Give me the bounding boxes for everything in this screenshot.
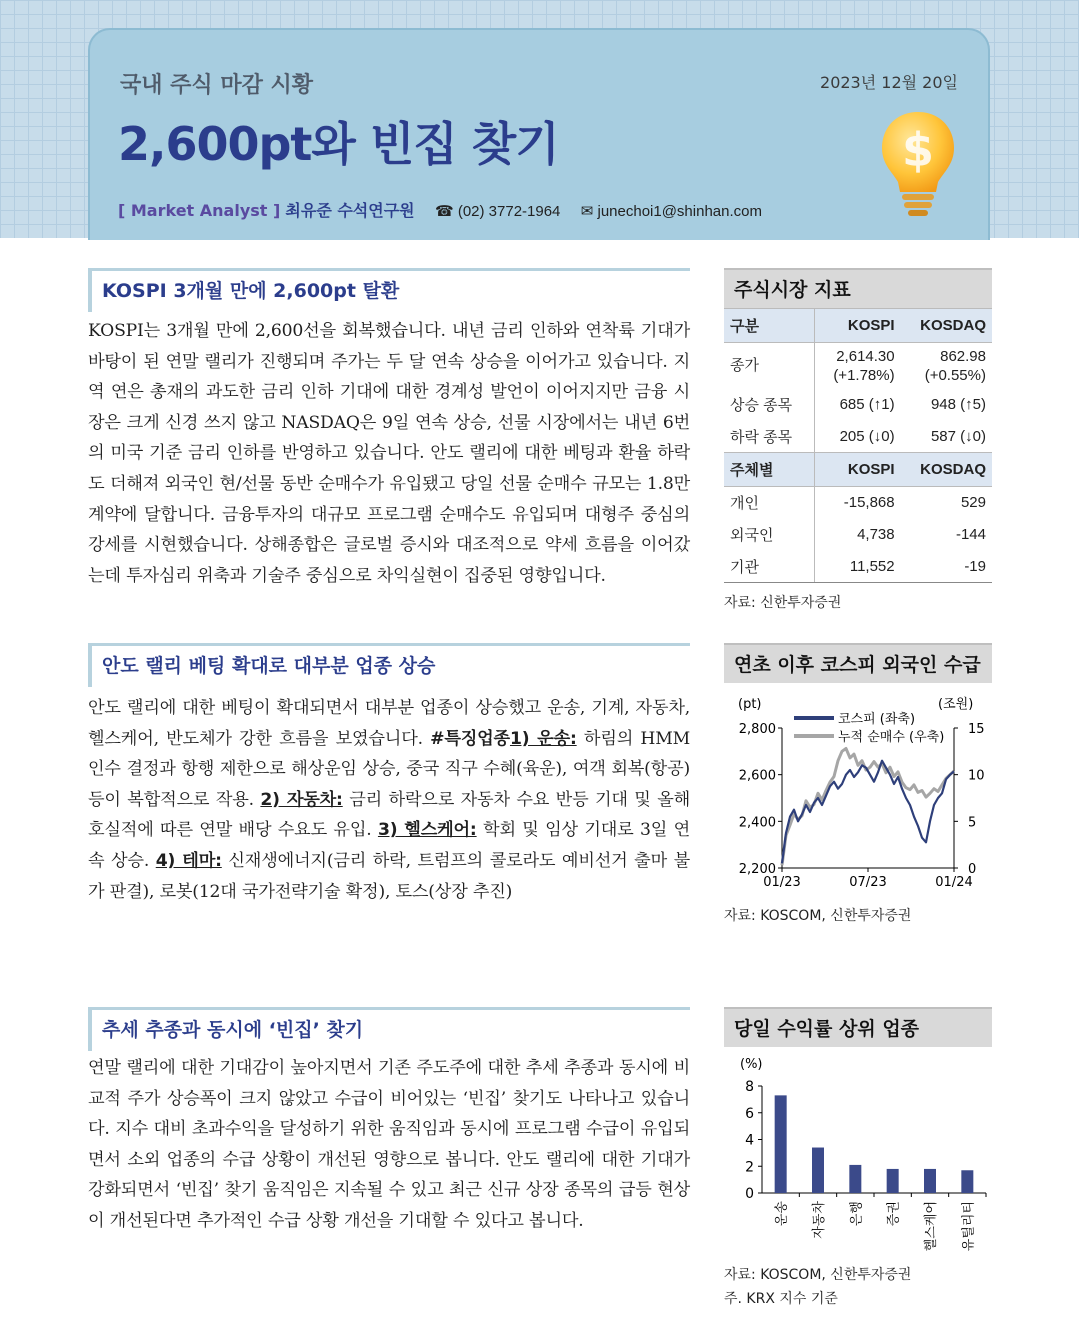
y-tick-label-right: 0 — [968, 862, 977, 877]
category-label: 은행 — [849, 1201, 865, 1227]
table-cell: 205 (↓0) — [839, 427, 895, 445]
y-tick-label: 4 — [745, 1132, 754, 1149]
section-body-sectors — [88, 693, 690, 907]
y-tick-label-left: 2,400 — [738, 815, 776, 831]
y-tick-label-right: 10 — [968, 768, 985, 784]
svg-text:$: $ — [901, 123, 935, 177]
table-cell: -144 — [955, 526, 986, 543]
y-tick-label-left: 2,600 — [738, 768, 776, 784]
table-cell: 948 (↑5) — [930, 396, 986, 413]
table-cell: 587 (↓0) — [930, 427, 986, 445]
bar — [924, 1169, 936, 1193]
category-label: 자동차 — [812, 1201, 827, 1239]
table-header-cell: KOSDAQ — [901, 453, 992, 487]
sector-text: 하림의 HMM 인수 결정과 항행 제한으로 해상운임 상승, 중국 직구 수혜(육운), 여객 회복(항공) 등이 복합적으로 작용. — [88, 728, 690, 810]
analyst-phone: ☎ (02) 3772-1964 — [434, 203, 561, 220]
table-header-row — [724, 453, 992, 487]
y-axis-label-right: (조원) — [938, 697, 974, 712]
bar-chart-note: 주. KRX 지수 기준 — [724, 1291, 838, 1307]
bar — [775, 1095, 787, 1193]
sector-text: 신재생에너지(금리 하락, 트럼프의 콜로라도 예비선거 출마 불가 판결), 로봇(12대 국가전략기술 확정), 토스(상장 추진) — [88, 850, 691, 902]
x-tick-label: 07/23 — [849, 875, 887, 890]
legend-label: 누적 순매수 (우축) — [838, 730, 945, 745]
report-date: 2023년 12월 20일 — [820, 73, 958, 92]
table-row — [724, 519, 992, 551]
x-tick-label: 01/23 — [763, 875, 801, 890]
table-header-cell: 구분 — [724, 309, 814, 343]
table-cell: -15,868 — [843, 494, 895, 512]
report-category: 국내 주식 마감 시황 — [120, 73, 313, 98]
y-tick-label-right: 15 — [968, 722, 985, 737]
analyst-email[interactable]: ✉ junechoi1@shinhan.com — [580, 203, 762, 220]
top-sector-return-bar-chart — [724, 1050, 992, 1260]
row-label: 외국인 — [724, 519, 814, 551]
row-label: 기관 — [724, 551, 814, 583]
table-cell: 529 — [960, 494, 986, 512]
analyst-role: [ Market Analyst ] — [118, 201, 281, 220]
line-chart-source: 자료: KOSCOM, 신한투자증권 — [724, 908, 912, 924]
y-axis-label: (%) — [740, 1057, 763, 1072]
table-row — [724, 487, 992, 519]
y-tick-label: 6 — [745, 1105, 754, 1122]
analyst-info — [118, 198, 762, 221]
y-tick-label: 0 — [745, 1186, 754, 1202]
sector-text: 금리 하락으로 자동차 수요 반등 기대 및 올해 호실적에 따른 연말 배당 수요도 유입. — [88, 789, 690, 841]
bar-chart-title: 당일 수익률 상위 업종 — [724, 1007, 992, 1047]
row-label: 개인 — [724, 487, 814, 519]
x-tick-label: 01/24 — [935, 875, 973, 890]
table-source: 자료: 신한투자증권 — [724, 595, 842, 611]
header-card — [88, 28, 990, 240]
bar — [887, 1169, 899, 1193]
table-header-cell: KOSPI — [814, 309, 901, 343]
foreign-flow-line-chart — [724, 688, 992, 900]
sector-text: 학회 및 임상 기대로 3일 연속 상승. — [88, 820, 690, 871]
table-header-cell: KOSPI — [814, 453, 901, 487]
kospi-close-cell: 2,614.30 (+1.78%) — [833, 347, 895, 384]
sector-label: 2) 자동차: — [260, 789, 343, 810]
section-body-empty-house: 연말 랠리에 대한 기대감이 높아지면서 기존 주도주에 대한 추세 추종과 동시에 비교적 주가 상승폭이 크지 않았고 수급이 비어있는 ‘빈집’ 찾기도 나타나고 있습니다. 지수 대비 초과수익을 달성하기 위한 움직임과 동시에 프로그램 수급이 유입되면서 소외 업종의 수급 상황이 개선된 영향으로 봅니다. 안도 랠리에 대한 기대가 강화되면서 ‘빈집’ 찾기 움직임은 지속될 수 있고 최근 신규 상장 종목의 급등 현상이 개선된다면 추가적인 수급 상황 개선을 기대할 수 있다고 봅니다. — [88, 1058, 690, 1231]
row-label: 하락 종목 — [724, 421, 814, 453]
y-tick-label-left: 2,200 — [738, 862, 776, 877]
table-cell: -19 — [901, 551, 992, 583]
table-row — [724, 551, 992, 583]
row-label: 상승 종목 — [724, 389, 814, 421]
table-row — [724, 343, 992, 389]
y-tick-label: 8 — [745, 1079, 754, 1095]
analyst-name: 최유준 수석연구원 — [285, 201, 415, 220]
category-label: 증권 — [886, 1201, 902, 1227]
table-row — [724, 421, 992, 453]
table-cell: 4,738 — [857, 526, 895, 543]
category-label: 헬스케어 — [924, 1201, 939, 1252]
category-label: 유틸리티 — [961, 1201, 977, 1252]
section-heading-sectors: 안도 랠리 베팅 확대로 대부분 업종 상승 — [88, 643, 690, 687]
y-tick-label-right: 5 — [968, 815, 977, 831]
kospi-series-line — [782, 761, 954, 864]
y-tick-label: 2 — [745, 1159, 754, 1176]
sector-label: 1) 운송: — [509, 728, 577, 749]
market-indicator-table — [724, 308, 992, 583]
bar — [812, 1148, 824, 1193]
lightbulb-dollar-icon — [878, 108, 958, 218]
sectors-intro: 안도 랠리에 대한 베팅이 확대되면서 대부분 업종이 상승했고 운송, 기계, 자동차, 헬스케어, 반도체가 강한 흐름을 보였습니다. — [88, 698, 690, 749]
sectors-hashtag: #특징업종 — [430, 728, 510, 749]
legend-label: 코스피 (좌축) — [838, 712, 916, 727]
report-title: 2,600pt와 빈집 찾기 — [118, 117, 559, 171]
section-heading-kospi: KOSPI 3개월 만에 2,600pt 탈환 — [88, 268, 690, 312]
table-row — [724, 389, 992, 421]
row-label: 종가 — [724, 343, 814, 389]
y-tick-label-left: 2,800 — [738, 722, 776, 737]
sector-label: 3) 헬스케어: — [377, 820, 477, 841]
section-heading-empty-house: 추세 추종과 동시에 ‘빈집’ 찾기 — [88, 1007, 690, 1051]
table-header-cell: 주체별 — [724, 453, 814, 487]
bar — [849, 1165, 861, 1193]
market-table-title: 주식시장 지표 — [724, 268, 992, 308]
bar — [961, 1170, 973, 1193]
kosdaq-close-cell: 862.98 (+0.55%) — [924, 347, 986, 384]
bar-chart-source: 자료: KOSCOM, 신한투자증권 — [724, 1267, 912, 1283]
table-cell: 685 (↑1) — [839, 396, 895, 413]
y-axis-label-left: (pt) — [738, 697, 762, 712]
table-header-row — [724, 309, 992, 343]
line-chart-title: 연초 이후 코스피 외국인 수급 — [724, 643, 992, 683]
section-body-kospi: KOSPI는 3개월 만에 2,600선을 회복했습니다. 내년 금리 인하와 연착륙 기대가 바탕이 된 연말 랠리가 진행되며 주가는 두 달 연속 상승을 이어가고 있습니다. 지역 연은 총재의 과도한 금리 인하 기대에 대한 경계성 발언이 이어지지만 금융 시장은 크게 신경 쓰지 않고 NASDAQ은 9일 연속 상승, 선물 시장에서는 내년 6번의 미국 기준 금리 인하를 반영하고 있습니다. 안도 랠리에 대한 베팅과 환율 하락도 더해져 외국인 현/선물 동반 순매수가 유입됐고 당일 선물 순매수 규모는 1.8만계약에 달합니다. 금융투자의 대규모 프로그램 순매수도 유입되며 대형주 중심의 강세를 시현했습니다. 상해종합은 글로벌 증시와 대조적으로 약세 흐름을 이어갔는데 투자심리 위축과 기술주 중심으로 차익실현이 집중된 영향입니다. — [88, 321, 690, 586]
table-header-cell: KOSDAQ — [901, 309, 992, 343]
table-cell: 11,552 — [814, 551, 901, 583]
sector-label: 4) 테마: — [155, 850, 222, 871]
category-label: 운송 — [774, 1201, 790, 1227]
